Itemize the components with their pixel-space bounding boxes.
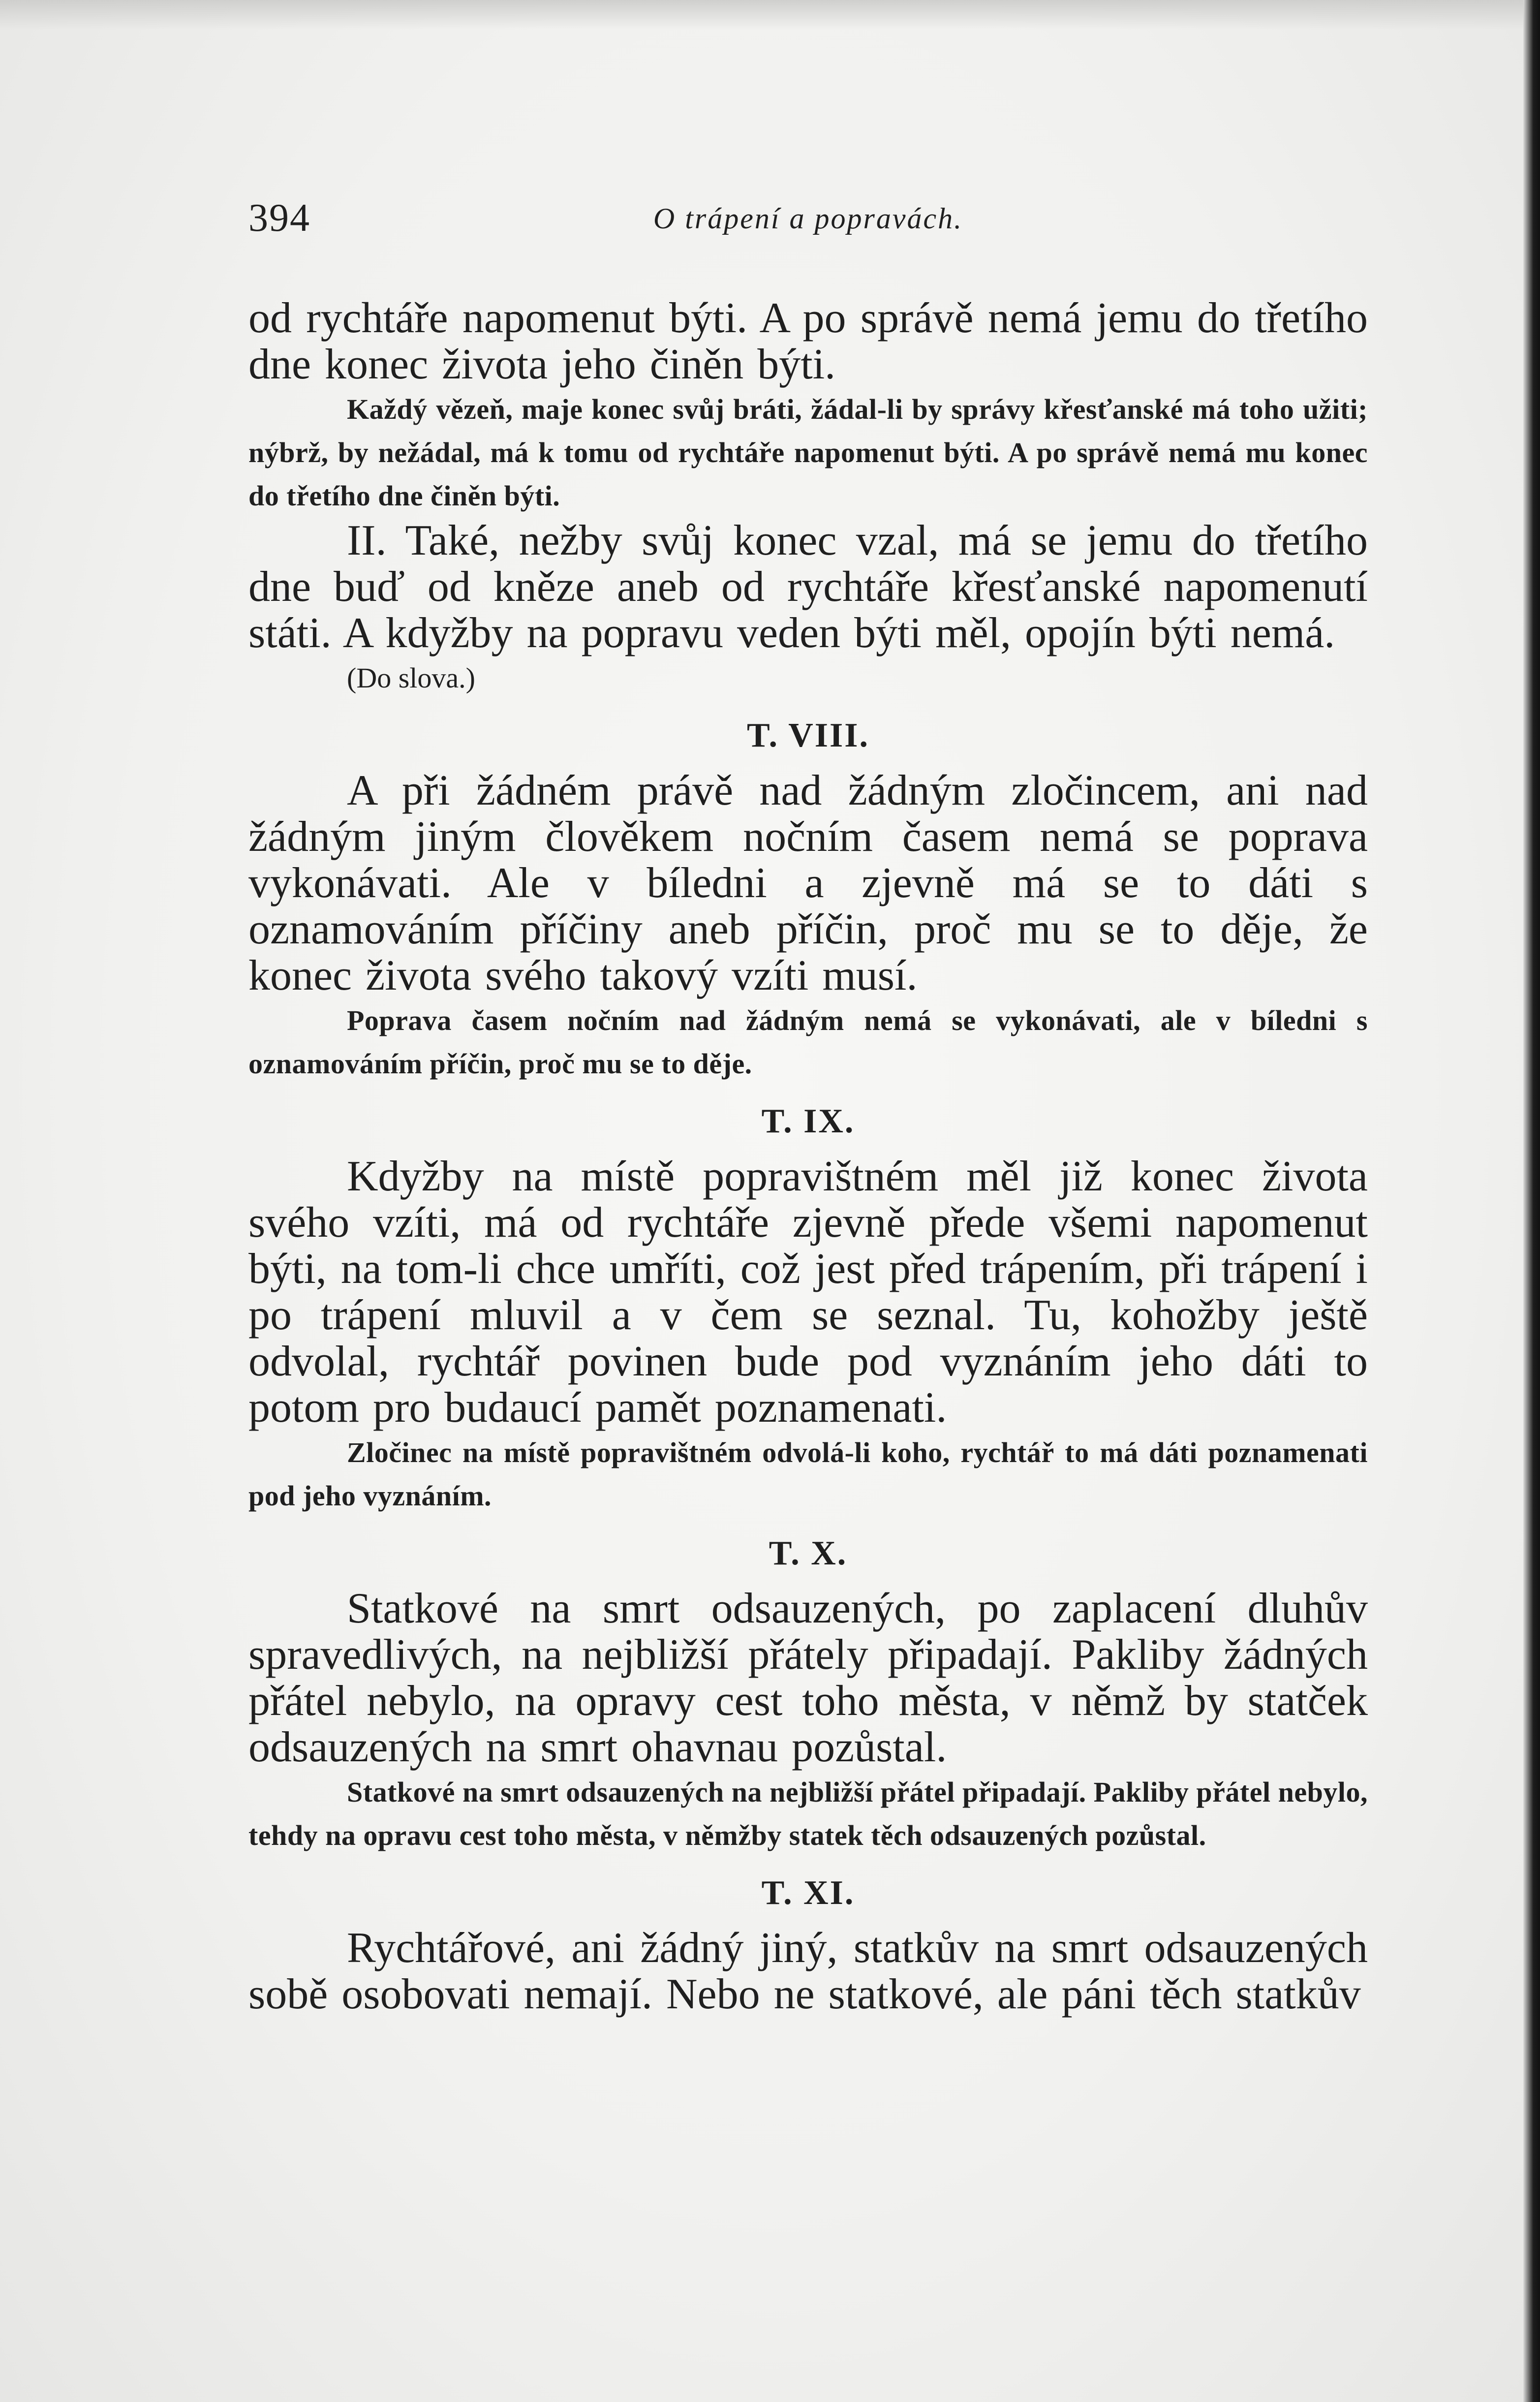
marginal-note-3: Zločinec na místě popravištném odvolá-li koho, rychtář to má dáti poznamenati pod jeho vyznáním. bbox=[248, 1436, 1368, 1512]
page-top-shadow bbox=[0, 0, 1523, 30]
paragraph-xi: Rychtářové, ani žádný jiný, statkův na smrt odsauzených sobě osobovati nemají. Nebo ne statkové, ale páni těch statkův bbox=[248, 1924, 1368, 2018]
page-right-edge bbox=[1523, 0, 1540, 2402]
paragraph-continuation: od rychtáře napomenut býti. A po správě nemá jemu do třetího dne konec života jeho činěn býti. bbox=[248, 294, 1368, 388]
page-body bbox=[248, 295, 1368, 2018]
section-title-ix: T. IX. bbox=[761, 1102, 855, 1140]
source-note: (Do slova.) bbox=[347, 662, 475, 694]
page-number: 394 bbox=[248, 196, 310, 240]
paragraph-ii: II. Také, nežby svůj konec vzal, má se jemu do třetího dne buď od kněze aneb od rychtáře křesťanské napomenutí státi. A kdyžby na popravu veden býti měl, opojín býti nemá. bbox=[248, 517, 1368, 657]
marginal-note-4: Statkové na smrt odsauzených na nejbližší přátel připadají. Pakliby přátel nebylo, tehdy na opravu cest toho města, v němžby statek těch odsauzených pozůstal. bbox=[248, 1776, 1368, 1851]
section-title-viii: T. VIII. bbox=[746, 717, 869, 754]
page-header bbox=[248, 196, 1368, 250]
marginal-note-2: Poprava časem nočním nad žádným nemá se vykonávati, ale v bíledni s oznamováním příčin, proč mu se to děje. bbox=[248, 1004, 1368, 1080]
running-head: O trápení a popravách. bbox=[653, 202, 963, 235]
paragraph-viii: A při žádném právě nad žádným zločincem, ani nad žádným jiným člověkem nočním časem nemá se poprava vykonávati. Ale v bíledni a zjevně má se to dáti s oznamováním příčiny aneb příčin, proč mu se to děje, že konec života svého takový vzíti musí. bbox=[248, 767, 1368, 999]
paragraph-ix: Kdyžby na místě popravištném měl již konec života svého vzíti, má od rychtáře zjevně přede všemi napomenut býti, na tom-li chce umříti, což jest před trápením, při trápení i po trápení mluvil a v čem se seznal. Tu, kohožby ještě odvolal, rychtář povinen bude pod vyznáním jeho dáti to potom pro budaucí pamět poznamenati. bbox=[248, 1153, 1368, 1432]
paragraph-x: Statkové na smrt odsauzených, po zaplacení dluhův spravedlivých, na nejbližší přátely připadají. Pakliby žádných přátel nebylo, na opravy cest toho města, v němž by statček odsauzených na smrt ohavnau pozůstal. bbox=[248, 1585, 1368, 1771]
section-title-x: T. X. bbox=[769, 1534, 848, 1572]
section-title-xi: T. XI. bbox=[761, 1874, 855, 1912]
marginal-note-1: Každý vězeň, maje konec svůj bráti, žádal-li by správy křesťanské má toho užiti; nýbrž, by nežádal, má k tomu od rychtáře napomenut býti. A po správě nemá mu konec do třetího dne činěn býti. bbox=[248, 393, 1368, 512]
